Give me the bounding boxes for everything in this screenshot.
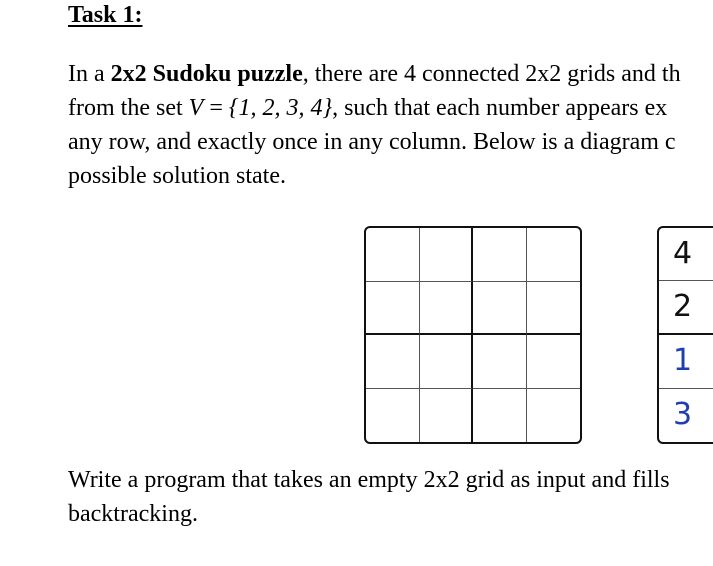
grid-cell (527, 389, 581, 443)
intro-line-3: any row, and exactly once in any column. Below is a diagram c (68, 129, 676, 155)
value-set: {1, 2, 3, 4} (228, 95, 333, 121)
grid-cell (420, 389, 474, 443)
grid-cell (420, 282, 474, 336)
intro-line-1 (68, 57, 681, 91)
grid-cell (420, 335, 474, 389)
solution-cell: 1 (659, 335, 713, 388)
solution-cell: 3 (673, 396, 693, 432)
grid-cell (527, 335, 581, 389)
grid-cell (420, 228, 474, 282)
intro-paragraph (68, 57, 681, 193)
solution-cell: 2 (659, 281, 713, 335)
outro-line-1: Write a program that takes an empty 2x2 grid as input and fills (68, 467, 670, 493)
intro-line-2-post: , such that each number appears ex (332, 95, 668, 121)
set-variable: V (188, 95, 204, 121)
grid-cell (473, 389, 527, 443)
solution-frame (657, 226, 713, 444)
grid-cell (473, 228, 527, 282)
task-heading: Task 1: (68, 2, 143, 28)
grid-cell (473, 282, 527, 336)
solution-grid-column (657, 226, 713, 444)
grid-cell (366, 228, 420, 282)
intro-line-2 (68, 91, 681, 125)
grid-frame (364, 226, 582, 444)
empty-sudoku-grid (364, 226, 582, 444)
intro-line-1-bold: 2x2 Sudoku puzzle (110, 61, 303, 87)
grid-cell (366, 335, 420, 389)
grid-cell (366, 282, 420, 336)
intro-line-2-pre: from the set (68, 95, 189, 121)
solution-cell: 4 (659, 228, 713, 281)
intro-line-1-pre: In a (68, 61, 111, 87)
intro-line-4: possible solution state. (68, 163, 286, 189)
outro-line-2: backtracking. (68, 501, 198, 527)
grid-cell (527, 282, 581, 336)
grid-cell (527, 228, 581, 282)
grid-cell (473, 335, 527, 389)
intro-line-1-post: , there are 4 connected 2x2 grids and th (302, 61, 681, 87)
intro-line-2-eq: = (203, 95, 229, 121)
grid-cell (366, 389, 420, 443)
outro-paragraph (68, 463, 670, 531)
